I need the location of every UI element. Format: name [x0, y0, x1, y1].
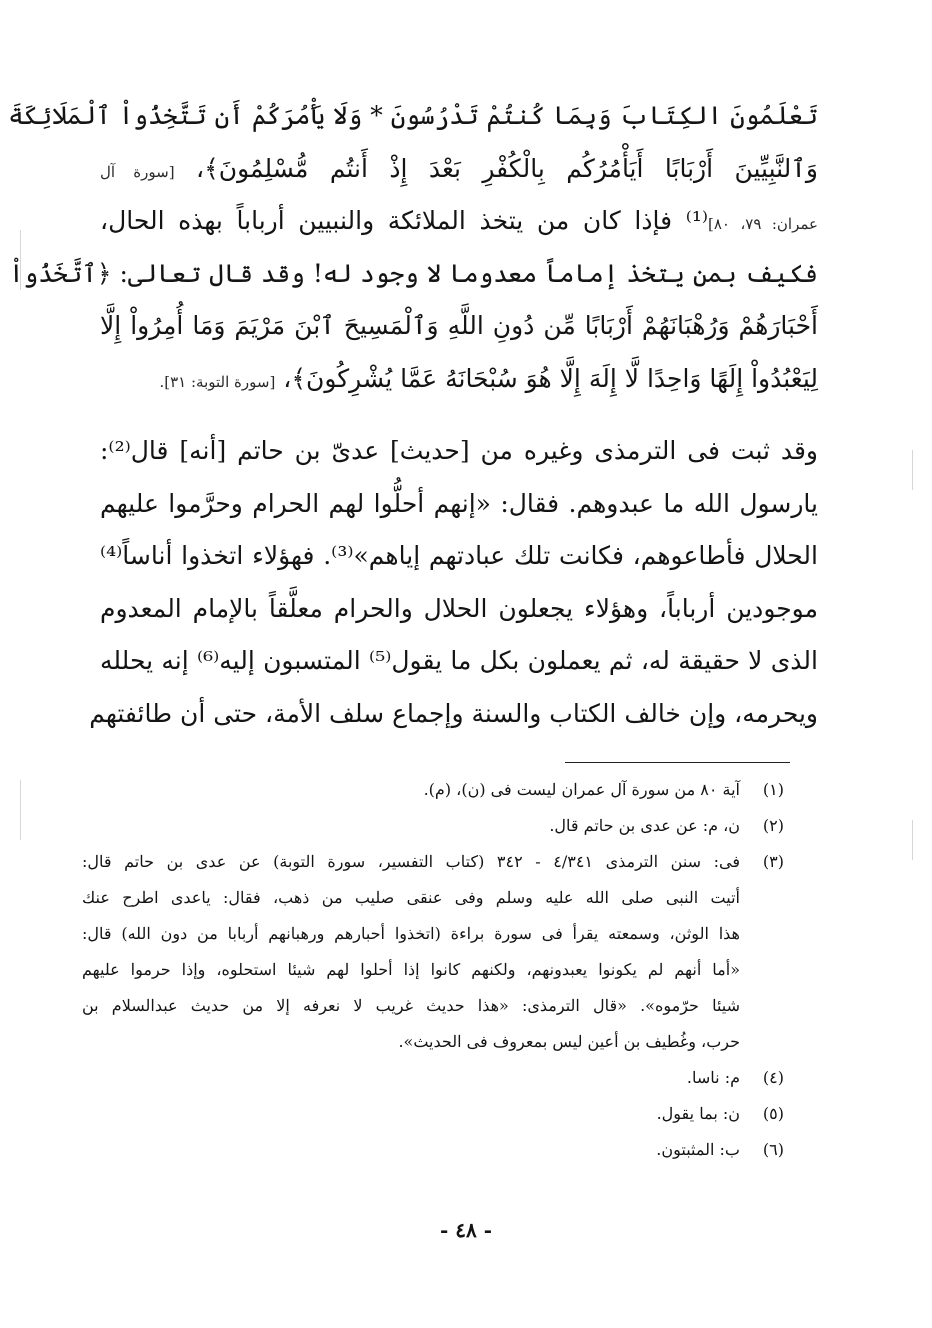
- text-line: الذى لا حقيقة له، ثم يعملون بكل ما يقول⁽⁵⁾ المتسبون إليه⁽⁶⁾ إنه يحلله: [100, 646, 818, 675]
- text-line: موجودين أرباباً، وهؤلاء يجعلون الحلال والحرام معلَّقاً بالإمام المعدوم: [100, 593, 818, 623]
- text-line: وقد ثبت فى الترمذى وغيره من [حديث] عدىّ بن حاتم [أنه] قال⁽²⁾:: [100, 436, 818, 465]
- quran-reference: [سورة آل: [100, 162, 175, 181]
- text-line: عمران: ٧٩، ٨٠]⁽¹⁾ فإذا كان من يتخذ الملائكة والنبيين أرباباً بهذه الحال،: [100, 206, 819, 235]
- footnote-number: (٢): [762, 816, 784, 835]
- footnotes: [82, 772, 784, 1168]
- text-line: وَٱلنَّبِيِّينَ أَرْبَابًا أَيَأْمُرُكُم بِالْكُفْرِ بَعْدَ إِذْ أَنتُم مُّسْلِمُونَ﴾، [سورة آل: [100, 153, 819, 183]
- footnote-text: أتيت النبى صلى الله عليه وسلم وفى عنقى صليب من ذهب، فقال: ياعدى اطرح عنك: [82, 888, 740, 907]
- quran-reference: عمران: ٧٩، ٨٠]: [708, 215, 819, 233]
- text-line: تَعْلَمُونَ الكِتَابَ وَبِمَا كُنتُمْ تَدْرُسُونَ * وَلَا يَأْمُرَكُمْ أَن تَتَّخِذُواْ ٱلْمَلَائِكَةَ: [8, 101, 818, 130]
- scan-edge-line: [912, 820, 913, 860]
- footnote-separator: [565, 762, 790, 763]
- footnote-text: ب: المثبتون.: [656, 1140, 740, 1159]
- footnote-number: (٥): [762, 1104, 784, 1123]
- text-line: الحلال فأطاعوهم، فكانت تلك عبادتهم إياهم»⁽³⁾. فهؤلاء اتخذوا أناساً⁽⁴⁾: [100, 541, 818, 570]
- text-line: أَحْبَارَهُمْ وَرُهْبَانَهُمْ أَرْبَابًا مِّن دُونِ اللَّهِ وَٱلْمَسِيحَ ٱبْنَ مَرْيَمَ وَمَا أُمِرُواْ إِلَّا: [100, 311, 818, 340]
- main-text: [8, 90, 819, 740]
- footnote-text: ن، م: عن عدى بن حاتم قال.: [549, 816, 740, 835]
- text-line: لِيَعْبُدُواْ إِلَهًا وَاحِدًا لَّا إِلَهَ إِلَّا هُوَ سُبْحَانَهُ عَمَّا يُشْرِكُونَ﴾، [سورة التوبة: ٣١].: [159, 363, 818, 393]
- footnote-text: آية ٨٠ من سورة آل عمران ليست فى (ن)، (م).: [423, 780, 740, 799]
- footnote-3: [82, 844, 784, 1060]
- scan-edge-line: [912, 450, 913, 490]
- footnote-text: «أما أنهم لم يكونوا يعبدونهم، ولكنهم كانوا إذا أحلوا لهم شيئا استحلوه، وإذا حرموا عليهم: [82, 960, 740, 979]
- footnote-text: ن: بما يقول.: [656, 1104, 740, 1123]
- footnote-1: [82, 772, 784, 808]
- footnote-number: (١): [762, 780, 784, 799]
- footnote-4: [82, 1060, 784, 1096]
- quran-reference: [سورة التوبة: ٣١].: [159, 372, 276, 391]
- scan-edge-line: [20, 780, 21, 840]
- paragraph-gap: [100, 405, 818, 425]
- footnote-text: حرب، وغُطيف بن أعين ليس بمعروف فى الحديث».: [398, 1032, 740, 1051]
- footnote-text: م: ناسا.: [686, 1068, 740, 1087]
- footnote-number: (٦): [762, 1140, 784, 1159]
- footnote-number: (٤): [762, 1068, 784, 1087]
- text-line: يارسول الله ما عبدوهم. فقال: «إنهم أحلُّوا لهم الحرام وحرَّموا عليهم: [100, 488, 818, 518]
- page-number: - ٤٨ -: [439, 1218, 492, 1242]
- footnote-text: هذا الوثن، وسمعته يقرأ فى سورة براءة (اتخذوا أحبارهم ورهبانهم أربابا من دون الله) قال:: [82, 924, 740, 943]
- footnote-number: (٣): [762, 852, 784, 871]
- text-line: فكيف بمن يتخذ إماماً معدوما لا وجود له! وقد قال تعالى: ﴿ٱتَّخَذُواْ: [8, 258, 818, 288]
- footnote-6: [82, 1132, 784, 1168]
- footnote-text: شيئا حرّموه». «قال الترمذى: «هذا حديث غريب لا نعرفه إلا من حديث عبدالسلام بن: [82, 996, 741, 1015]
- footnote-5: [82, 1096, 784, 1132]
- footnote-2: [82, 808, 784, 844]
- footnote-text: فى: سنن الترمذى ٤/٣٤١ - ٣٤٢ (كتاب التفسير، سورة التوبة) عن عدى بن حاتم قال:: [82, 852, 741, 871]
- text-line: ويحرمه، وإن خالف الكتاب والسنة وإجماع سلف الأمة، حتى أن طائفتهم: [89, 698, 818, 728]
